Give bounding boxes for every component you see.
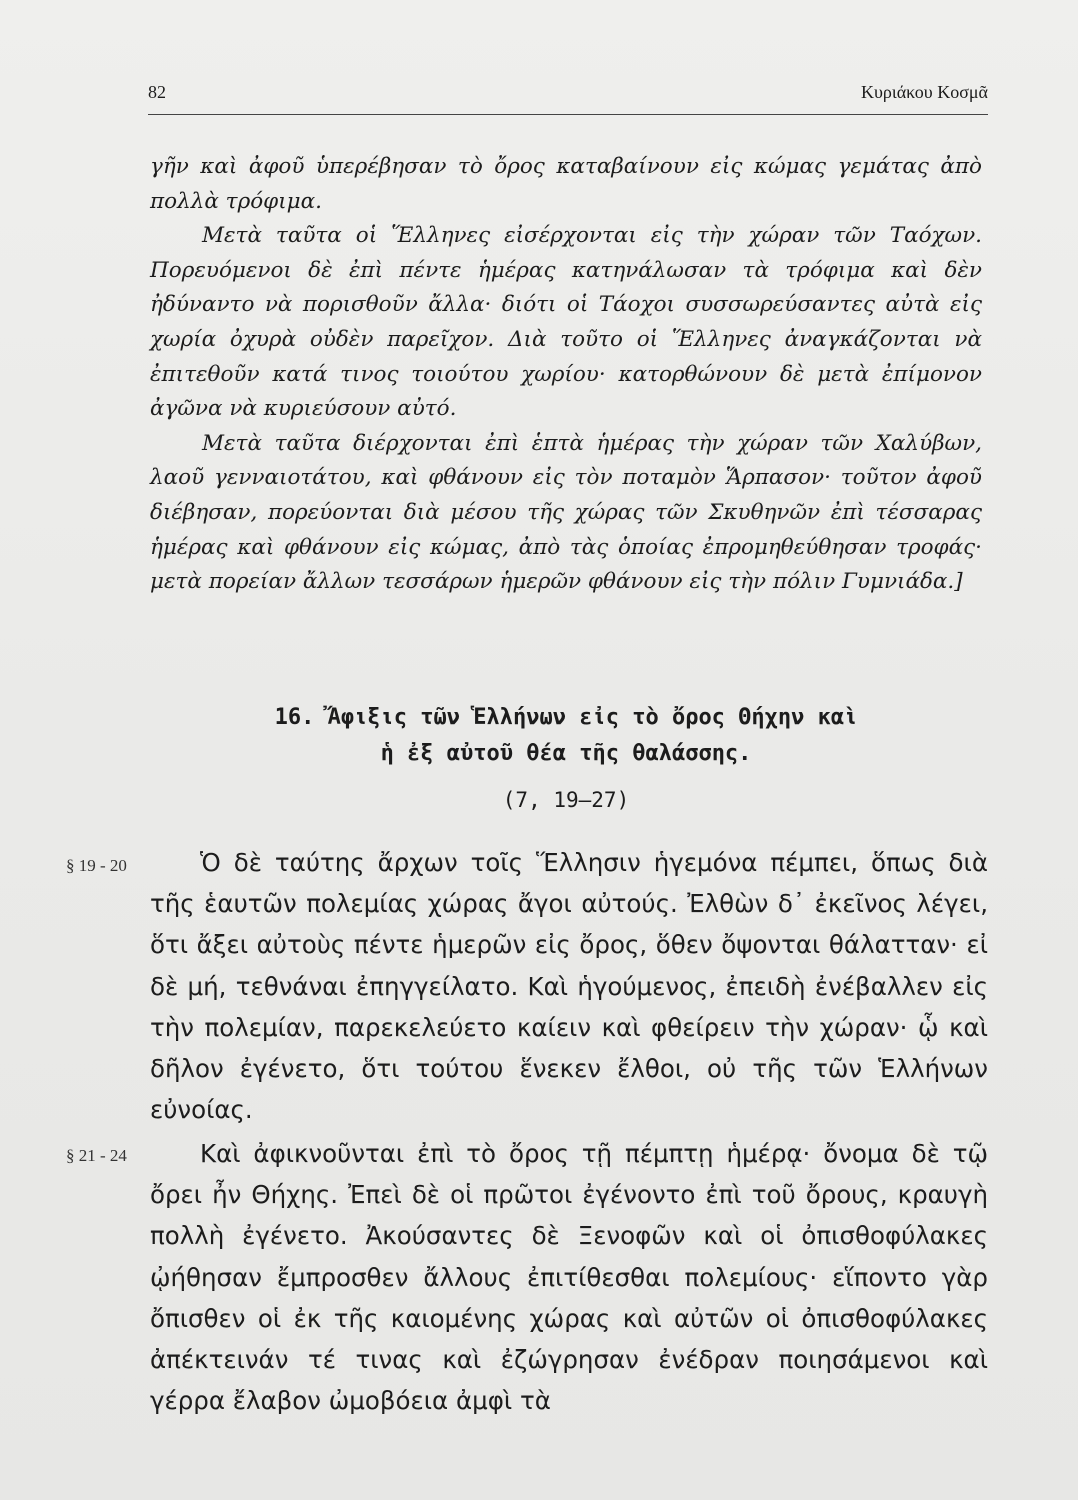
margin-reference: § 21 - 24 xyxy=(66,1146,127,1165)
translation-paragraph: Μετὰ ταῦτα διέρχονται ἐπὶ ἑπτὰ ἡμέρας τὴν χώραν τῶν Χαλύβων, λαοῦ γενναιοτάτου, καὶ φθάνουν εἰς τὸν ποταμὸν Ἅρπασον· τοῦτον ἀφοῦ διέβησαν, πορεύονται διὰ μέσου τῆς χώρας τῶν Σκυθηνῶν ἐπὶ τέσσαρας ἡμέρας καὶ φθάνουν εἰς κώμας, ἀπὸ τὰς ὁποίας ἐπρομηθεύθησαν τροφάς· μετὰ πορείαν ἄλλων τεσσάρων ἡμερῶν φθάνουν εἰς τὴν πόλιν Γυμνιάδα.] xyxy=(150,430,982,595)
translation-block xyxy=(150,150,982,600)
section-reference: (7, 19–27) xyxy=(502,788,630,812)
page-header xyxy=(148,78,988,115)
margin-reference: § 19 - 20 xyxy=(66,856,127,875)
page-number: 82 xyxy=(148,82,166,102)
section-heading-line: ἡ ἐξ αὐτοῦ θέα τῆς θαλάσσης. xyxy=(380,741,752,766)
translation-paragraph: γῆν καὶ ἀφοῦ ὑπερέβησαν τὸ ὄρος καταβαίνουν εἰς κώμας γεμάτας ἀπὸ πολλὰ τρόφιμα. xyxy=(150,154,982,214)
greek-passage xyxy=(150,842,988,1130)
section-heading-line: 16. Ἄφιξις τῶν Ἑλλήνων εἰς τὸ ὄρος Θήχην καὶ xyxy=(274,705,858,730)
greek-passage-text: Καὶ ἀφικνοῦνται ἐπὶ τὸ ὄρος τῇ πέμπτῃ ἡμέρᾳ· ὄνομα δὲ τῷ ὄρει ἦν Θήχης. Ἐπεὶ δὲ οἱ πρῶτοι ἐγένοντο ἐπὶ τοῦ ὄρους, κραυγὴ πολλὴ ἐγένετο. Ἀκούσαντες δὲ Ξενοφῶν καὶ οἱ ὀπισθοφύλακες ᾠήθησαν ἔμπροσθεν ἄλλους ἐπιτίθεσθαι πολεμίους· εἵποντο γὰρ ὄπισθεν οἱ ἐκ τῆς καιομένης χώρας καὶ αὐτῶν οἱ ὀπισθοφύλακες ἀπέκτεινάν τέ τινας καὶ ἐζώγρησαν ἐνέδραν ποιησάμενοι καὶ γέρρα ἔλαβον ὠμοβόεια ἀμφὶ τὰ xyxy=(150,1139,988,1416)
running-head: Κυριάκου Κοσμᾶ xyxy=(860,82,988,102)
translation-paragraph: Μετὰ ταῦτα οἱ Ἕλληνες εἰσέρχονται εἰς τὴν χώραν τῶν Ταόχων. Πορευόμενοι δὲ ἐπὶ πέντε ἡμέρας κατηνάλωσαν τὰ τρόφιμα καὶ δὲν ἠδύναντο νὰ πορισθοῦν ἄλλα· διότι οἱ Τάοχοι συσσωρεύσαντες αὐτὰ εἰς χωρία ὀχυρὰ οὐδὲν παρεῖχον. Διὰ τοῦτο οἱ Ἕλληνες ἀναγκάζονται νὰ ἐπιτεθοῦν κατά τινος τοιούτου χωρίου· κατορθώνουν δὲ μετὰ ἐπίμονον ἀγῶνα νὰ κυριεύσουν αὐτό. xyxy=(150,223,982,422)
greek-passage-text: Ὁ δὲ ταύτης ἄρχων τοῖς Ἕλλησιν ἡγεμόνα πέμπει, ὅπως διὰ τῆς ἑαυτῶν πολεμίας χώρας ἄγοι αὐτούς. Ἐλθὼν δ᾽ ἐκεῖνος λέγει, ὅτι ἄξει αὐτοὺς πέντε ἡμερῶν εἰς ὄρος, ὅθεν ὄψονται θάλατταν· εἰ δὲ μή, τεθνάναι ἐπηγγείλατο. Καὶ ἡγούμενος, ἐπειδὴ ἐνέβαλλεν εἰς τὴν πολεμίαν, παρεκελεύετο καίειν καὶ φθείρειν τὴν χώραν· ᾧ καὶ δῆλον ἐγένετο, ὅτι τούτου ἕνεκεν ἔλθοι, οὐ τῆς τῶν Ἑλλήνων εὐνοίας. xyxy=(150,848,988,1125)
section-heading xyxy=(150,700,982,772)
greek-passage xyxy=(150,1133,988,1421)
